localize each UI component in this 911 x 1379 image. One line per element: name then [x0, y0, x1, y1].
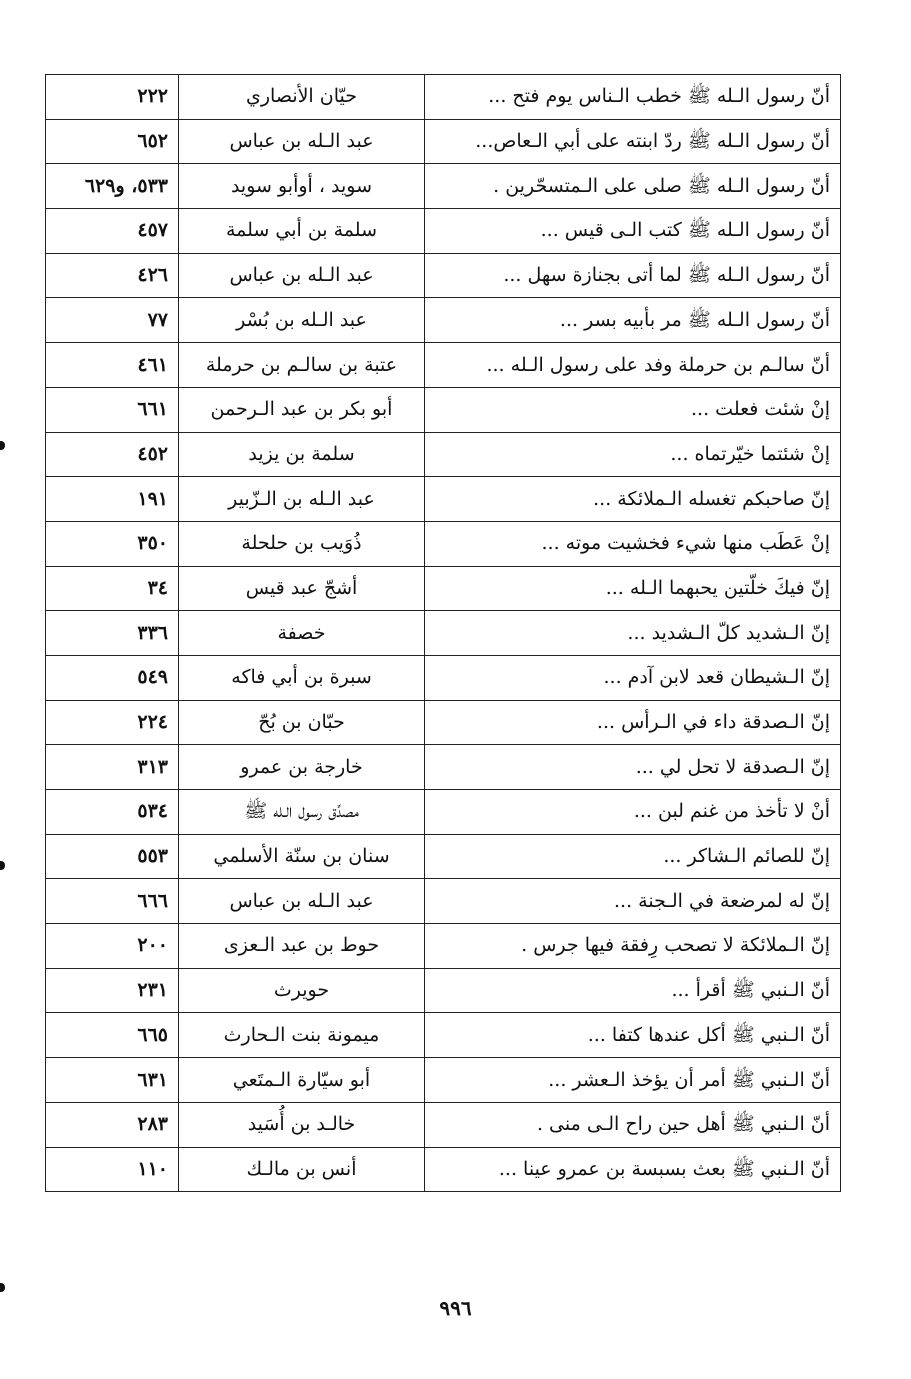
hadith-text-cell: أنّ رسول الـله ﷺ كتب الـى قيس ...	[425, 209, 841, 254]
hadith-text-cell: أنّ الـنبي ﷺ أقرأ ...	[425, 968, 841, 1013]
hadith-text-cell: أنّ رسول الـله ﷺ مر بأبيه بسر ...	[425, 298, 841, 343]
page-reference-cell: ٢٣١	[46, 968, 179, 1013]
table-row	[46, 209, 841, 254]
hadith-text-cell: إنّ فيكَ خلّتين يحبهما الـله ...	[425, 566, 841, 611]
page-reference-cell: ٣٥٠	[46, 521, 179, 566]
page-reference-cell: ٦٦٦	[46, 879, 179, 924]
table-row	[46, 834, 841, 879]
page-reference-cell: ٥٥٣	[46, 834, 179, 879]
hadith-text-cell: أنّ سالـم بن حرملة وفد على رسول الـله ...	[425, 343, 841, 388]
hadith-text-cell: أنّ رسول الـله ﷺ ردّ ابنته على أبي الـعاص...	[425, 119, 841, 164]
page-reference-cell: ٢٢٤	[46, 700, 179, 745]
hadith-text-cell: إنّ الـصدقة داء في الـرأس ...	[425, 700, 841, 745]
hadith-text-cell: أنّ الـنبي ﷺ بعث بسبسة بن عمرو عينا ...	[425, 1147, 841, 1192]
table-row	[46, 477, 841, 522]
page-reference-cell: ٤٢٦	[46, 253, 179, 298]
table-row	[46, 343, 841, 388]
narrator-cell: حبّان بن بُحّ	[179, 700, 425, 745]
table-row	[46, 611, 841, 656]
page-reference-cell: ٦٥٢	[46, 119, 179, 164]
table-row	[46, 521, 841, 566]
table-row	[46, 432, 841, 477]
narrator-cell: سويد ، أوأبو سويد	[179, 164, 425, 209]
narrator-cell: حويرث	[179, 968, 425, 1013]
hadith-index-table	[45, 74, 841, 1192]
table-row	[46, 655, 841, 700]
table-row	[46, 566, 841, 611]
page-reference-cell: ٥٤٩	[46, 655, 179, 700]
narrator-cell: ذُوَيب بن حلحلة	[179, 521, 425, 566]
hadith-text-cell: إنّ الـشيطان قعد لابن آدم ...	[425, 655, 841, 700]
table-row	[46, 119, 841, 164]
table-row	[46, 700, 841, 745]
narrator-cell: سلمة بن أبي سلمة	[179, 209, 425, 254]
page-reference-cell: ٦٦١	[46, 387, 179, 432]
narrator-cell: أبو سيّارة الـمتَعي	[179, 1058, 425, 1103]
table-row	[46, 879, 841, 924]
page-reference-cell: ٢٠٠	[46, 924, 179, 969]
page-reference-cell: ٢٢٢	[46, 75, 179, 120]
narrator-cell: حوط بن عبد الـعزى	[179, 924, 425, 969]
page-reference-cell: ٣١٣	[46, 745, 179, 790]
narrator-cell: سنان بن سنّة الأسلمي	[179, 834, 425, 879]
hadith-text-cell: أنّ رسول الـله ﷺ صلى على الـمتسحّرين .	[425, 164, 841, 209]
page-reference-cell: ٤٥٢	[46, 432, 179, 477]
table-row	[46, 164, 841, 209]
hadith-text-cell: إنّ الـشديد كلّ الـشديد ...	[425, 611, 841, 656]
hadith-text-cell: إنْ شئتما خيّرتماه ...	[425, 432, 841, 477]
page-reference-cell: ٥٣٤	[46, 790, 179, 835]
hadith-text-cell: أنْ لا تأخذ من غنم لبن ...	[425, 790, 841, 835]
hadith-text-cell: إنّ صاحبكم تغسله الـملائكة ...	[425, 477, 841, 522]
narrator-cell: عبد الـله بن عباس	[179, 253, 425, 298]
table-row	[46, 298, 841, 343]
table-row	[46, 387, 841, 432]
table-row	[46, 1102, 841, 1147]
scan-edge-mark	[0, 861, 5, 870]
narrator-cell: سبرة بن أبي فاكه	[179, 655, 425, 700]
table-row	[46, 253, 841, 298]
page-reference-cell: ١٩١	[46, 477, 179, 522]
narrator-cell: سلمة بن يزيد	[179, 432, 425, 477]
narrator-cell: خصفة	[179, 611, 425, 656]
narrator-cell: خارجة بن عمرو	[179, 745, 425, 790]
table-row	[46, 1147, 841, 1192]
hadith-index-body	[46, 75, 841, 1192]
hadith-text-cell: إنْ عَطَب منها شيء فخشيت موته ...	[425, 521, 841, 566]
table-row	[46, 745, 841, 790]
narrator-cell: ميمونة بنت الـحارث	[179, 1013, 425, 1058]
narrator-cell: خالـد بن أُسَيد	[179, 1102, 425, 1147]
narrator-cell: عبد الـله بن الـزّبير	[179, 477, 425, 522]
page-reference-cell: ٣٤	[46, 566, 179, 611]
narrator-cell: أشجّ عبد قيس	[179, 566, 425, 611]
narrator-cell: عبد الـله بن عباس	[179, 119, 425, 164]
hadith-text-cell: أنّ الـنبي ﷺ أهل حين راح الـى منى .	[425, 1102, 841, 1147]
narrator-cell: حيّان الأنصاري	[179, 75, 425, 120]
page-reference-cell: ٤٥٧	[46, 209, 179, 254]
narrator-cell: عبد الـله بن بُسْر	[179, 298, 425, 343]
page-reference-cell: ٦٦٥	[46, 1013, 179, 1058]
narrator-cell: مصدِّق رسول الـله ﷺ	[179, 790, 425, 835]
table-row	[46, 968, 841, 1013]
page-number: ٩٩٦	[439, 1296, 472, 1320]
page-reference-cell: ٥٣٣، و٦٢٩	[46, 164, 179, 209]
hadith-text-cell: أنّ رسول الـله ﷺ خطب الـناس يوم فتح ...	[425, 75, 841, 120]
page-reference-cell: ٤٦١	[46, 343, 179, 388]
hadith-text-cell: إنّ الـصدقة لا تحل لي ...	[425, 745, 841, 790]
scan-edge-mark	[0, 441, 5, 450]
hadith-text-cell: إنّ للصائم الـشاكر ...	[425, 834, 841, 879]
table-row	[46, 1058, 841, 1103]
narrator-cell: أبو بكر بن عبد الـرحمن	[179, 387, 425, 432]
page-reference-cell: ٣٣٦	[46, 611, 179, 656]
narrator-cell: عتبة بن سالـم بن حرملة	[179, 343, 425, 388]
hadith-text-cell: أنّ الـنبي ﷺ أمر أن يؤخذ الـعشر ...	[425, 1058, 841, 1103]
page-reference-cell: ٦٣١	[46, 1058, 179, 1103]
hadith-text-cell: أنّ رسول الـله ﷺ لما أتى بجنازة سهل ...	[425, 253, 841, 298]
hadith-text-cell: إنّ الـملائكة لا تصحب رِفقة فيها جرس .	[425, 924, 841, 969]
hadith-text-cell: إنْ شئت فعلت ...	[425, 387, 841, 432]
hadith-text-cell: أنّ الـنبي ﷺ أكل عندها كتفا ...	[425, 1013, 841, 1058]
page-reference-cell: ٧٧	[46, 298, 179, 343]
table-row	[46, 75, 841, 120]
narrator-cell: أنس بن مالـك	[179, 1147, 425, 1192]
table-row	[46, 1013, 841, 1058]
table-row	[46, 924, 841, 969]
narrator-cell: عبد الـله بن عباس	[179, 879, 425, 924]
page-reference-cell: ٢٨٣	[46, 1102, 179, 1147]
table-row	[46, 790, 841, 835]
scan-edge-mark	[0, 1283, 5, 1292]
page-reference-cell: ١١٠	[46, 1147, 179, 1192]
hadith-text-cell: إنّ له لمرضعة في الـجنة ...	[425, 879, 841, 924]
